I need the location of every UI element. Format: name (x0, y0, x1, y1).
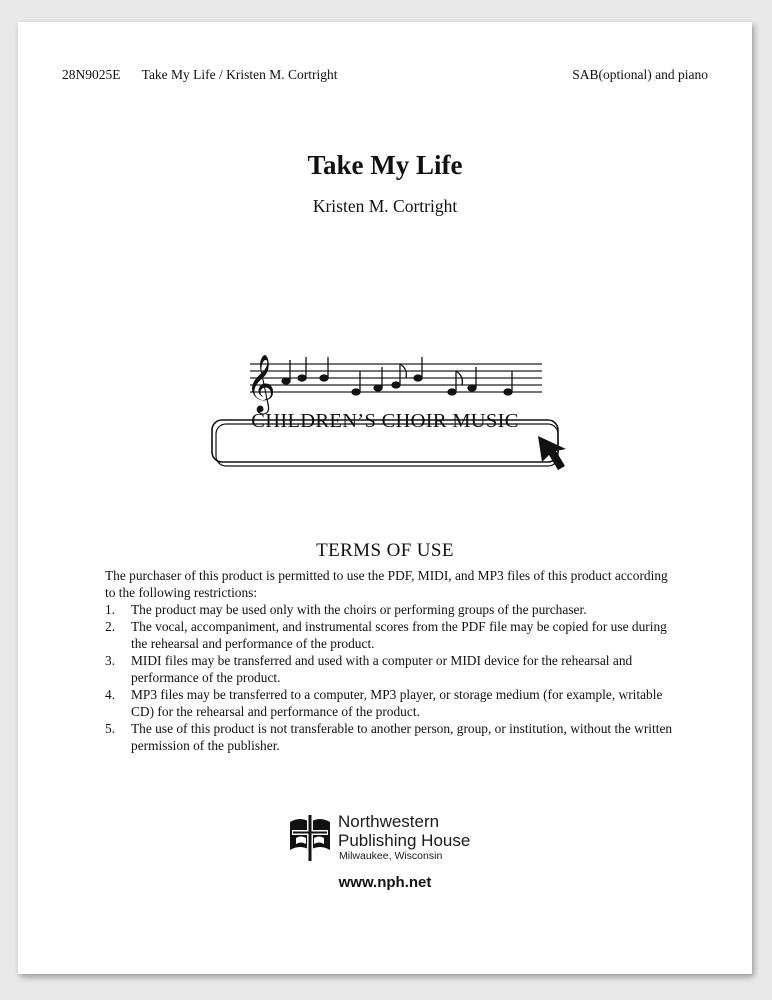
terms-list (105, 601, 675, 754)
product-code: 28N9025E (62, 67, 121, 82)
svg-text:𝄞: 𝄞 (246, 354, 276, 412)
list-item: 4. MP3 files may be transferred to a computer, MP3 player, or storage medium (for example, writable CD) for the rehearsal and performance of the product. (105, 687, 663, 719)
header-left (62, 67, 338, 83)
header-title-author: Take My Life / Kristen M. Cortright (141, 67, 338, 82)
terms-heading: TERMS OF USE (316, 540, 454, 561)
page-title: Take My Life (307, 150, 463, 180)
document-page (18, 22, 752, 974)
list-item: 2. The vocal, accompaniment, and instrumental scores from the PDF file may be copied for use during the rehearsal and performance of the product. (105, 619, 667, 651)
logo-text: CHILDREN’S CHOIR MUSIC (251, 410, 519, 432)
list-item: 1. The product may be used only with the choirs or performing groups of the purchaser. (105, 602, 587, 617)
list-item: 3. MIDI files may be transferred and used with a computer or MIDI device for the rehearsal and performance of the product. (105, 653, 633, 685)
publisher-name: Northwestern Publishing House (338, 812, 471, 850)
terms-of-use (105, 567, 675, 754)
music-staff-icon (206, 334, 586, 474)
terms-intro: The purchaser of this product is permitted to use the PDF, MIDI, and MP3 files of this product according to the following restrictions: (105, 568, 668, 600)
publisher-location: Milwaukee, Wisconsin (339, 850, 443, 862)
list-item: 5. The use of this product is not transferable to another person, group, or institution, without the written permission of the publisher. (105, 721, 673, 753)
header-voicing: SAB(optional) and piano (572, 67, 708, 82)
childrens-choir-music-logo (206, 334, 586, 474)
publisher-url[interactable]: www.nph.net (338, 874, 432, 891)
composer-name: Kristen M. Cortright (312, 196, 458, 216)
publisher-logo (288, 812, 508, 872)
cross-book-icon (288, 812, 332, 864)
